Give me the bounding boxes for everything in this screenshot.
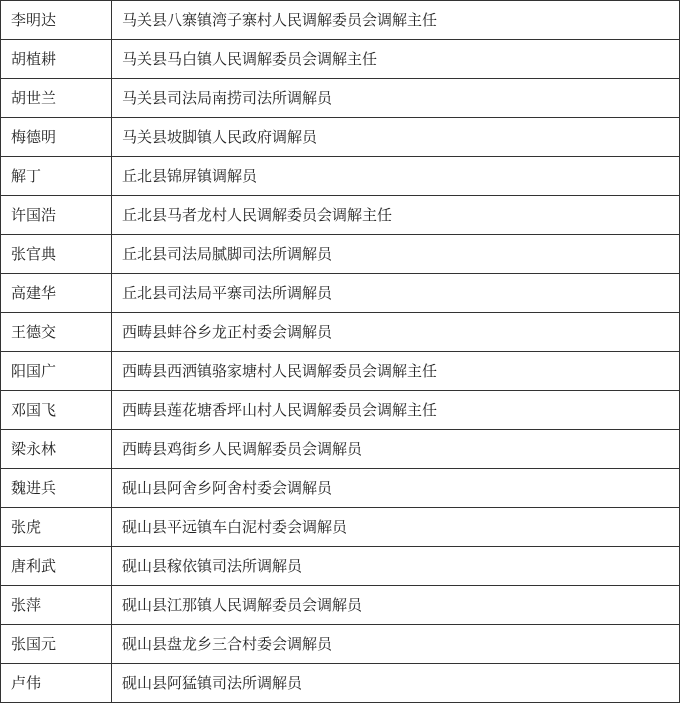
mediator-position-cell: 西畴县莲花塘香坪山村人民调解委员会调解主任	[112, 391, 680, 430]
mediator-name-cell: 解丁	[1, 157, 112, 196]
table-row	[1, 352, 680, 391]
mediator-position-cell: 丘北县马者龙村人民调解委员会调解主任	[112, 196, 680, 235]
mediator-position-cell: 砚山县平远镇车白泥村委会调解员	[112, 508, 680, 547]
mediator-name-cell: 唐利武	[1, 547, 112, 586]
table-row	[1, 313, 680, 352]
table-row	[1, 430, 680, 469]
table-row	[1, 1, 680, 40]
mediator-position-cell: 西畴县鸡街乡人民调解委员会调解员	[112, 430, 680, 469]
mediator-name-cell: 胡世兰	[1, 79, 112, 118]
table-row	[1, 625, 680, 664]
mediator-position-cell: 丘北县锦屏镇调解员	[112, 157, 680, 196]
mediator-name-cell: 李明达	[1, 1, 112, 40]
mediator-position-cell: 砚山县阿猛镇司法所调解员	[112, 664, 680, 703]
mediator-position-cell: 马关县马白镇人民调解委员会调解主任	[112, 40, 680, 79]
mediator-name-cell: 卢伟	[1, 664, 112, 703]
roster-body	[1, 1, 680, 703]
mediator-name-cell: 魏进兵	[1, 469, 112, 508]
mediator-position-cell: 丘北县司法局腻脚司法所调解员	[112, 235, 680, 274]
mediator-name-cell: 梁永林	[1, 430, 112, 469]
mediator-name-cell: 梅德明	[1, 118, 112, 157]
mediator-name-cell: 许国浩	[1, 196, 112, 235]
table-row	[1, 196, 680, 235]
mediator-position-cell: 马关县坡脚镇人民政府调解员	[112, 118, 680, 157]
mediator-position-cell: 马关县八寨镇湾子寨村人民调解委员会调解主任	[112, 1, 680, 40]
table-row	[1, 664, 680, 703]
mediator-position-cell: 砚山县盘龙乡三合村委会调解员	[112, 625, 680, 664]
mediator-position-cell: 砚山县阿舍乡阿舍村委会调解员	[112, 469, 680, 508]
mediator-name-cell: 王德交	[1, 313, 112, 352]
mediator-name-cell: 邓国飞	[1, 391, 112, 430]
table-row	[1, 40, 680, 79]
table-row	[1, 391, 680, 430]
mediator-position-cell: 丘北县司法局平寨司法所调解员	[112, 274, 680, 313]
table-row	[1, 547, 680, 586]
mediator-name-cell: 阳国广	[1, 352, 112, 391]
mediator-position-cell: 砚山县稼依镇司法所调解员	[112, 547, 680, 586]
mediator-name-cell: 张萍	[1, 586, 112, 625]
table-row	[1, 118, 680, 157]
mediator-position-cell: 西畴县西洒镇骆家塘村人民调解委员会调解主任	[112, 352, 680, 391]
table-row	[1, 235, 680, 274]
mediator-name-cell: 张官典	[1, 235, 112, 274]
mediator-name-cell: 高建华	[1, 274, 112, 313]
table-row	[1, 586, 680, 625]
table-row	[1, 157, 680, 196]
mediator-position-cell: 砚山县江那镇人民调解委员会调解员	[112, 586, 680, 625]
table-row	[1, 274, 680, 313]
mediator-position-cell: 西畴县蚌谷乡龙正村委会调解员	[112, 313, 680, 352]
mediator-name-cell: 张国元	[1, 625, 112, 664]
mediator-position-cell: 马关县司法局南捞司法所调解员	[112, 79, 680, 118]
table-row	[1, 469, 680, 508]
mediator-name-cell: 胡植耕	[1, 40, 112, 79]
mediator-name-cell: 张虎	[1, 508, 112, 547]
table-row	[1, 508, 680, 547]
table-row	[1, 79, 680, 118]
